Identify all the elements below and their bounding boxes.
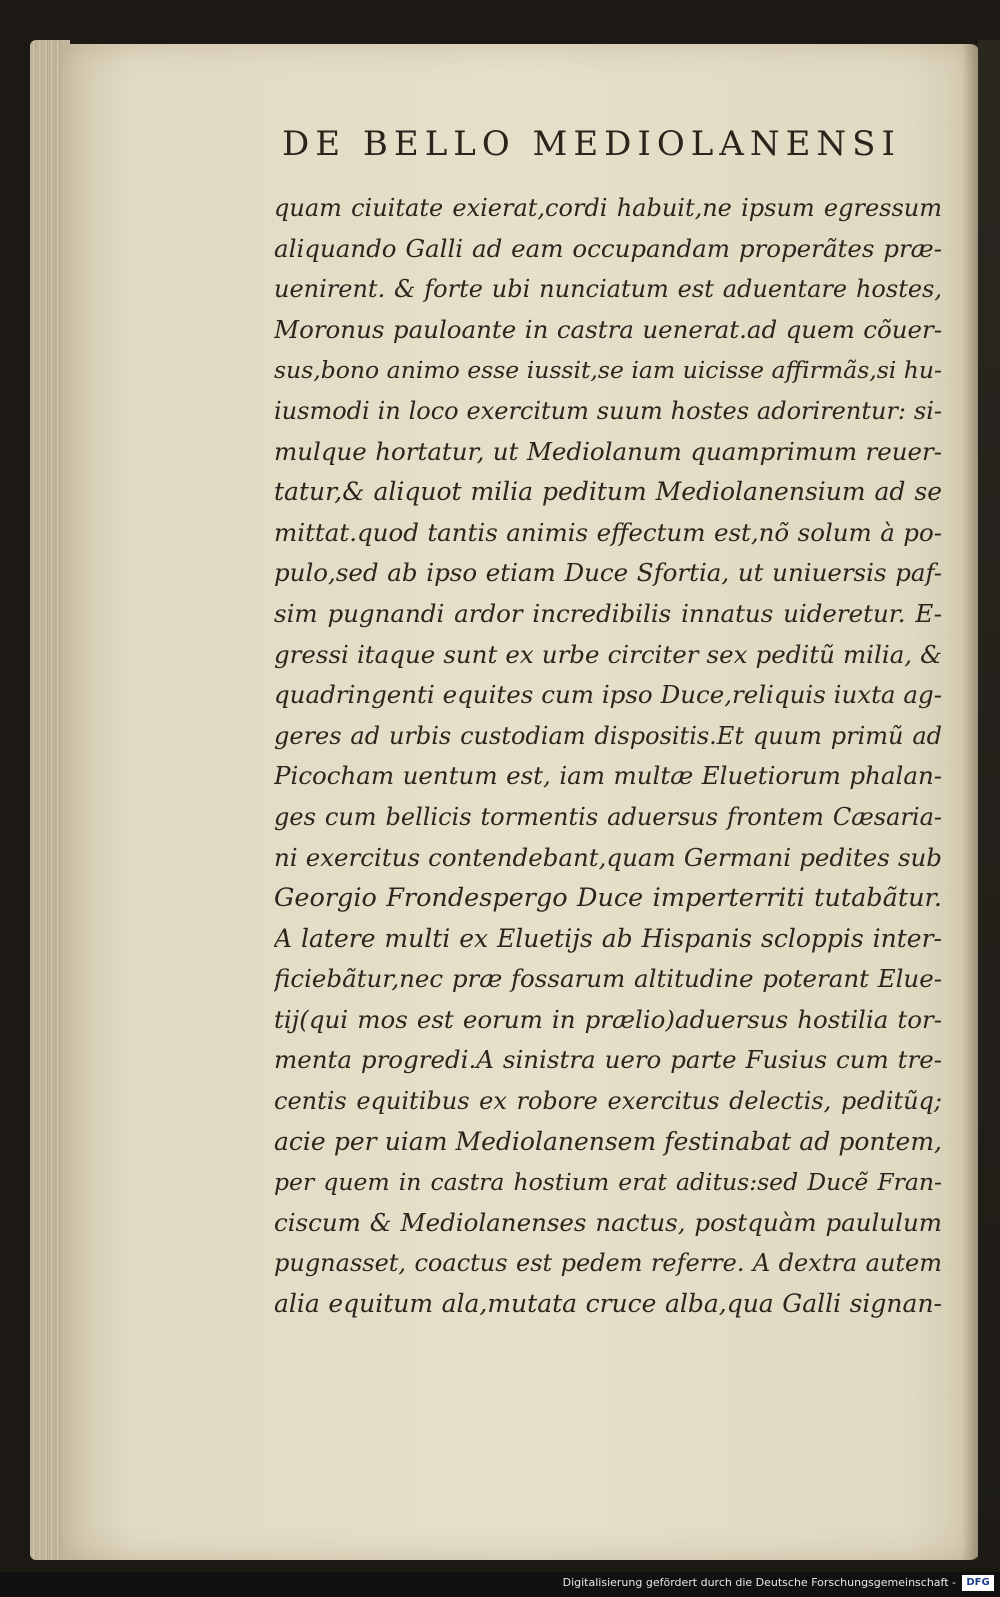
text-line: ges cum bellicis tormentis aduersus frontem Cæsaria- [274, 802, 942, 831]
text-line: aliquando Galli ad eam occupandam properãtes præ- [274, 233, 942, 263]
binding-strip [978, 40, 1000, 1560]
text-line: sim pugnandi ardor incredibilis innatus uideretur. E- [274, 598, 942, 628]
text-line: Picocham uentum est, iam multæ Eluetiorum phalan- [274, 761, 942, 791]
text-line: alia equitum ala,mutata cruce alba,qua Galli signan- [274, 1289, 942, 1319]
text-line: ciscum & Mediolanenses nactus, postquàm paululum [274, 1207, 942, 1237]
text-line: quadringenti equites cum ipso Duce,reliquis iuxta ag- [274, 680, 942, 710]
text-line: sus,bono animo esse iussit,se iam uicisse affirmãs,si hu- [274, 356, 942, 385]
running-head: DE BELLO MEDIOLANENSI [282, 124, 901, 164]
text-line: geres ad urbis custodiam dispositis.Et quum primũ ad [274, 721, 942, 750]
text-line: tij(qui mos est eorum in prælio)aduersus hostilia tor- [274, 1004, 942, 1034]
text-line: pugnasset, coactus est pedem referre. A dextra autem [274, 1249, 942, 1278]
text-line: iusmodi in loco exercitum suum hostes adorirentur: si- [274, 396, 942, 425]
text-line: uenirent. & forte ubi nunciatum est aduentare hostes, [274, 275, 942, 304]
text-line: tatur,& aliquot milia peditum Mediolanensium ad se [274, 477, 942, 507]
dfg-logo: DFG [962, 1575, 994, 1591]
text-line: per quem in castra hostium erat aditus:sed Ducẽ Fran- [274, 1168, 942, 1197]
text-line: mittat.quod tantis animis effectum est,nõ solum à po- [274, 517, 942, 547]
text-line: A latere multi ex Eluetijs ab Hispanis scloppis inter- [274, 923, 942, 953]
text-line: ni exercitus contendebant,quam Germani pedites sub [274, 842, 942, 872]
text-line: centis equitibus ex robore exercitus delectis, peditũq; [274, 1087, 942, 1116]
text-line: Georgio Frondespergo Duce imperterriti tutabãtur. [274, 883, 942, 914]
text-line: pulo,sed ab ipso etiam Duce Sfortia, ut uniuersis paf- [274, 558, 942, 588]
text-line: gressi itaque sunt ex urbe circiter sex peditũ milia, & [274, 639, 942, 669]
text-line: quam ciuitate exierat,cordi habuit,ne ipsum egressum [274, 194, 942, 222]
text-line: menta progredi.A sinistra uero parte Fusius cum tre- [274, 1045, 942, 1075]
text-line: ficiebãtur,nec præ fossarum altitudine poterant Elue- [274, 964, 942, 994]
body-text [274, 188, 942, 1325]
funding-credit: Digitalisierung gefördert durch die Deutsche Forschungsgemeinschaft - [562, 1576, 956, 1589]
text-line: acie per uiam Mediolanensem festinabat ad pontem, [274, 1126, 942, 1156]
text-line: Moronus pauloante in castra uenerat.ad quem cõuer- [274, 314, 942, 344]
text-line: mulque hortatur, ut Mediolanum quamprimum reuer- [274, 436, 942, 466]
